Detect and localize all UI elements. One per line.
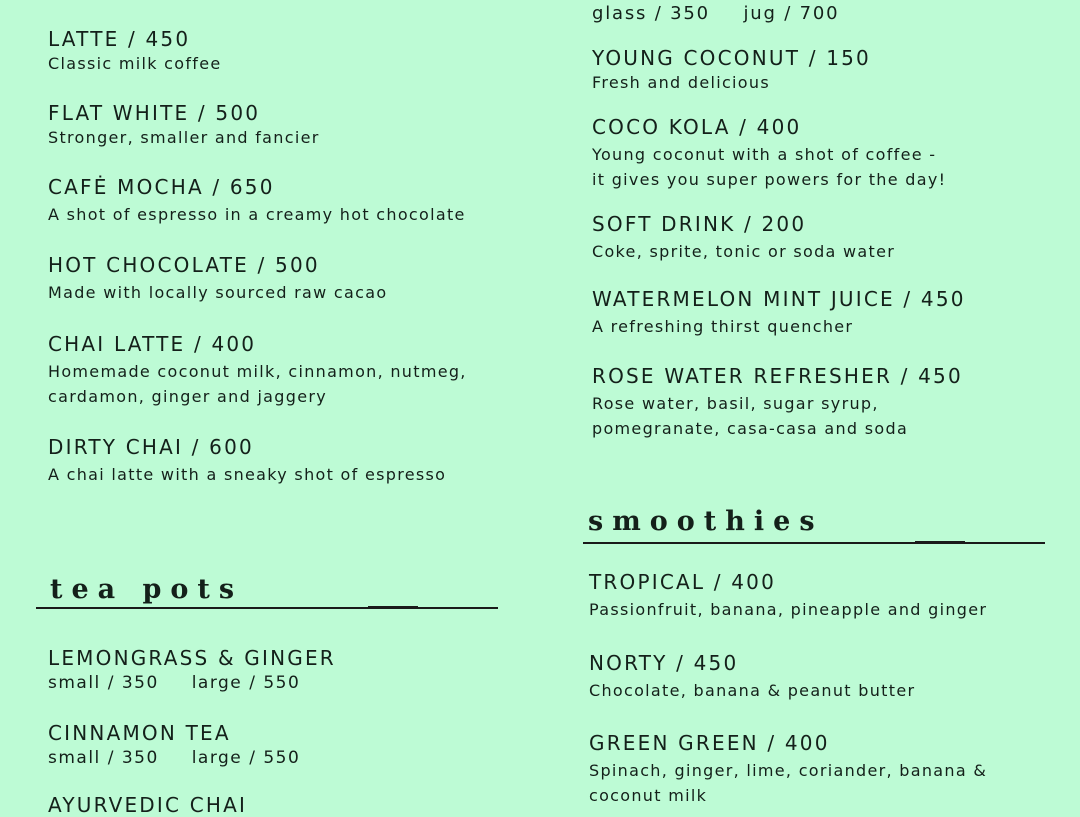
- menu-item-ayurvedic-chai: [48, 793, 247, 817]
- menu-item-norty: [589, 651, 915, 703]
- item-title: FLAT WHITE / 500: [48, 101, 261, 125]
- size-small-price: / 350: [107, 673, 159, 693]
- menu-item-green-green: [589, 731, 987, 808]
- item-description-line-2: cardamon, ginger and jaggery: [48, 387, 327, 406]
- item-description-line-2: it gives you super powers for the day!: [592, 170, 947, 189]
- size-prices-glass-jug: [592, 1, 839, 26]
- item-title: DIRTY CHAI / 600: [48, 435, 254, 459]
- item-title: GREEN GREEN / 400: [589, 731, 830, 755]
- item-title: AYURVEDIC CHAI: [48, 793, 248, 817]
- item-description-line-2: pomegranate, casa-casa and soda: [592, 419, 909, 438]
- item-description: Passionfruit, banana, pineapple and ginger: [589, 600, 988, 619]
- menu-item-hot-chocolate: [48, 253, 387, 305]
- item-description-line-2: coconut milk: [589, 786, 708, 805]
- menu-item-soft-drink: [592, 212, 895, 264]
- section-heading-tea-pots: tea pots: [50, 574, 244, 605]
- size-small-price: / 350: [107, 748, 159, 768]
- item-description-line-1: Spinach, ginger, lime, coriander, banana &: [589, 761, 988, 780]
- menu-item-cafe-mocha: [48, 175, 466, 227]
- menu-item-young-coconut: [592, 46, 871, 95]
- item-description-line-1: Rose water, basil, sugar syrup,: [592, 394, 879, 413]
- item-description: Fresh and delicious: [592, 73, 770, 92]
- menu-item-rose-water-refresher: [592, 364, 963, 441]
- size-small-label: small: [48, 673, 101, 693]
- item-title: WATERMELON MINT JUICE / 450: [592, 287, 966, 311]
- item-title: CINNAMON TEA: [48, 721, 231, 745]
- item-description: A shot of espresso in a creamy hot chocolate: [48, 205, 466, 224]
- size-jug-price: / 700: [784, 3, 840, 24]
- size-prices: [48, 671, 336, 695]
- menu-item-tropical: [589, 570, 987, 622]
- item-title: YOUNG COCONUT / 150: [592, 46, 871, 70]
- item-title: NORTY / 450: [589, 651, 739, 675]
- size-large-price: / 550: [249, 673, 301, 693]
- item-description-line-1: Young coconut with a shot of coffee -: [592, 145, 937, 164]
- item-title: TROPICAL / 400: [589, 570, 777, 594]
- size-large-price: / 550: [249, 748, 301, 768]
- item-description: A chai latte with a sneaky shot of espresso: [48, 465, 447, 484]
- item-title: ROSE WATER REFRESHER / 450: [592, 364, 963, 388]
- item-description: Classic milk coffee: [48, 54, 222, 73]
- item-title: CAFĖ MOCHA / 650: [48, 175, 275, 199]
- size-large-label: large: [191, 673, 243, 693]
- menu-item-dirty-chai: [48, 435, 446, 487]
- size-small-label: small: [48, 748, 101, 768]
- menu-item-flat-white: [48, 101, 320, 150]
- menu-item-cinnamon-tea: [48, 721, 300, 770]
- menu-item-latte: [48, 27, 222, 76]
- section-heading-smoothies: smoothies: [588, 506, 824, 537]
- item-title: HOT CHOCOLATE / 500: [48, 253, 320, 277]
- item-title: LEMONGRASS & GINGER: [48, 646, 336, 670]
- section-divider-accent: [915, 541, 965, 544]
- size-prices: [48, 746, 300, 770]
- section-divider: [36, 607, 498, 609]
- size-jug-label: jug: [743, 3, 777, 24]
- item-description: Stronger, smaller and fancier: [48, 128, 320, 147]
- item-description: Coke, sprite, tonic or soda water: [592, 242, 896, 261]
- item-description: Made with locally sourced raw cacao: [48, 283, 388, 302]
- item-title: COCO KOLA / 400: [592, 115, 802, 139]
- item-description: Chocolate, banana & peanut butter: [589, 681, 916, 700]
- item-description: A refreshing thirst quencher: [592, 317, 854, 336]
- item-title: LATTE / 450: [48, 27, 191, 51]
- item-title: CHAI LATTE / 400: [48, 332, 257, 356]
- size-glass-label: glass: [592, 3, 648, 24]
- menu-item-lemongrass-ginger: [48, 646, 336, 695]
- item-description-line-1: Homemade coconut milk, cinnamon, nutmeg,: [48, 362, 467, 381]
- section-divider-accent: [368, 606, 418, 609]
- section-divider: [583, 542, 1045, 544]
- item-title: SOFT DRINK / 200: [592, 212, 807, 236]
- size-glass-price: / 350: [654, 3, 710, 24]
- menu-item-chai-latte: [48, 332, 467, 409]
- menu-item-watermelon-mint-juice: [592, 287, 966, 339]
- size-large-label: large: [191, 748, 243, 768]
- menu-item-coco-kola: [592, 115, 946, 192]
